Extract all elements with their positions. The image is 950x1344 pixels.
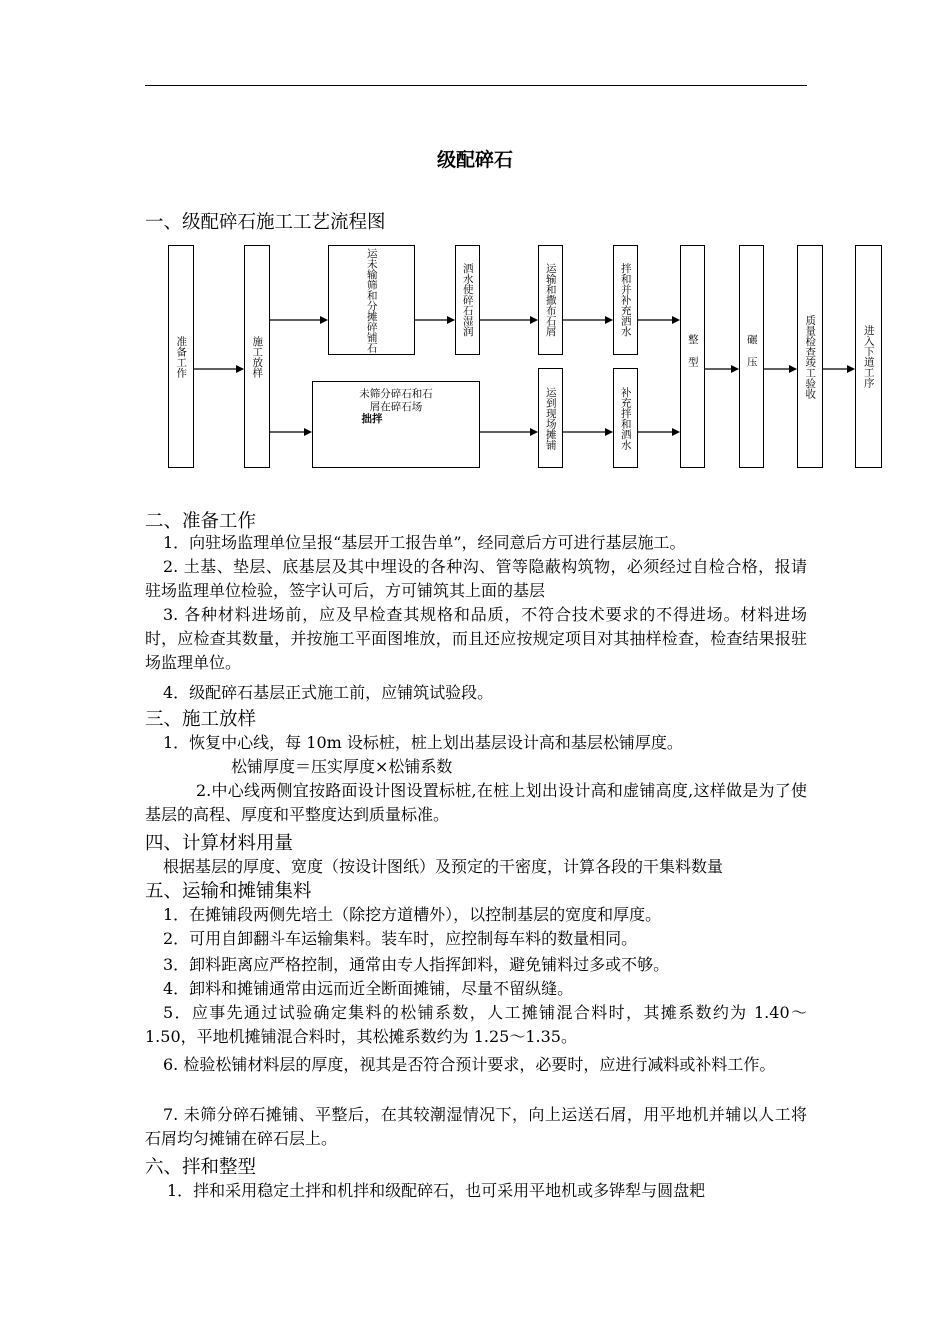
paragraph: 6. 检验松铺材料层的厚度，视其是否符合预计要求，必要时，应进行减料或补料工作。 (163, 1055, 776, 1074)
plant-mix-line-1: 未筛分碎石和石 (359, 388, 433, 400)
flow-box-mix-water-top: 拌和并补充洒水 (613, 245, 638, 355)
flow-box-transport-site: 运到现场摊铺 (538, 368, 563, 468)
paragraph: 3. 各种材料进场前，应及早检查其规格和品质，不符合技术要求的不得进场。材料进场时，应检查其数量，并按施工平面图堆放，而且还应按规定项目对其抽样检查，检查结果报驻场监理单位。 (145, 605, 807, 672)
flow-box-sprinkle: 洒水使碎石湿润 (455, 245, 480, 355)
document-title: 级配碎石 (436, 149, 513, 171)
flow-box-shaping: 整型 (680, 245, 705, 468)
paragraph: 1．向驻场监理单位呈报“基层开工报告单”，经同意后方可进行基层施工。 (163, 533, 686, 552)
section-heading-4: 四、计算材料用量 (145, 833, 294, 854)
section-heading-6: 六、拌和整型 (145, 1157, 257, 1178)
section-heading-2: 二、准备工作 (145, 511, 257, 532)
formula-line: 松铺厚度＝压实厚度×松铺系数 (231, 757, 453, 776)
paragraph: 3．卸料距离应严格控制，通常由专人指挥卸料，避免铺料过多或不够。 (163, 955, 670, 974)
paragraph: 2．可用自卸翻斗车运输集料。装车时，应控制每车料的数量相同。 (163, 929, 638, 948)
plant-mix-line-2: 屑在碎石场 (369, 400, 423, 413)
plant-mix-line-3: 拙拌 (361, 413, 383, 425)
paragraph: 2. 土基、垫层、底基层及其中埋设的各种沟、管等隐蔽构筑物，必须经过自检合格，报请驻场监理单位检验，签字认可后，方可铺筑其上面的基层 (145, 557, 807, 600)
flow-box-transport-chips: 运输和撒布石屑 (538, 245, 563, 355)
flow-box-prepare: 准备工作 (168, 245, 194, 468)
flow-box-layout: 施工放样 (244, 245, 270, 468)
paragraph: 5．应事先通过试验确定集料的松铺系数，人工摊铺混合料时，其摊系数约为 1.40～1.50，平地机摊铺混合料时，其松摊系数约为 1.25～1.35。 (145, 1003, 807, 1046)
flow-box-mix-water-bottom: 补充拌和洒水 (613, 368, 638, 468)
flow-box-plant-mix (312, 381, 480, 468)
flow-box-transport-unsieved: 运未输筛和分摊碎铺石 (328, 245, 415, 355)
paragraph: 7. 未筛分碎石摊铺、平整后，在其较潮湿情况下，向上运送石屑，用平地机并辅以人工将石屑均匀摊铺在碎石层上。 (145, 1105, 807, 1148)
section-heading-3: 三、施工放样 (145, 709, 257, 730)
paragraph: 1．在摊铺段两侧先培土（除挖方道槽外），以控制基层的宽度和厚度。 (163, 905, 662, 924)
paragraph: 根据基层的厚度、宽度（按设计图纸）及预定的干密度，计算各段的干集料数量 (163, 857, 724, 876)
section-heading-5: 五、运输和摊铺集料 (145, 881, 312, 902)
section-heading-1: 一、级配碎石施工工艺流程图 (145, 212, 386, 233)
paragraph: 4．级配碎石基层正式施工前，应铺筑试验段。 (163, 683, 494, 702)
flow-box-next-process: 进入下道工序 (855, 245, 882, 468)
paragraph: 1．拌和采用稳定土拌和机拌和级配碎石，也可采用平地机或多铧犁与圆盘耙 (167, 1181, 706, 1200)
paragraph: 4．卸料和摊铺通常由远而近全断面摊铺，尽量不留纵缝。 (163, 979, 574, 998)
paragraph: 2.中心线两侧宜按路面设计图设置标桩,在桩上划出设计高和虚铺高度,这样做是为了使基层的高程、厚度和平整度达到质量标准。 (145, 781, 807, 824)
flow-box-rolling: 碾压 (739, 245, 764, 468)
paragraph: 1．恢复中心线，每 10m 设标桩，桩上划出基层设计高和基层松铺厚度。 (163, 733, 683, 752)
flow-box-quality-check: 质量检查竣工验收 (797, 245, 823, 468)
